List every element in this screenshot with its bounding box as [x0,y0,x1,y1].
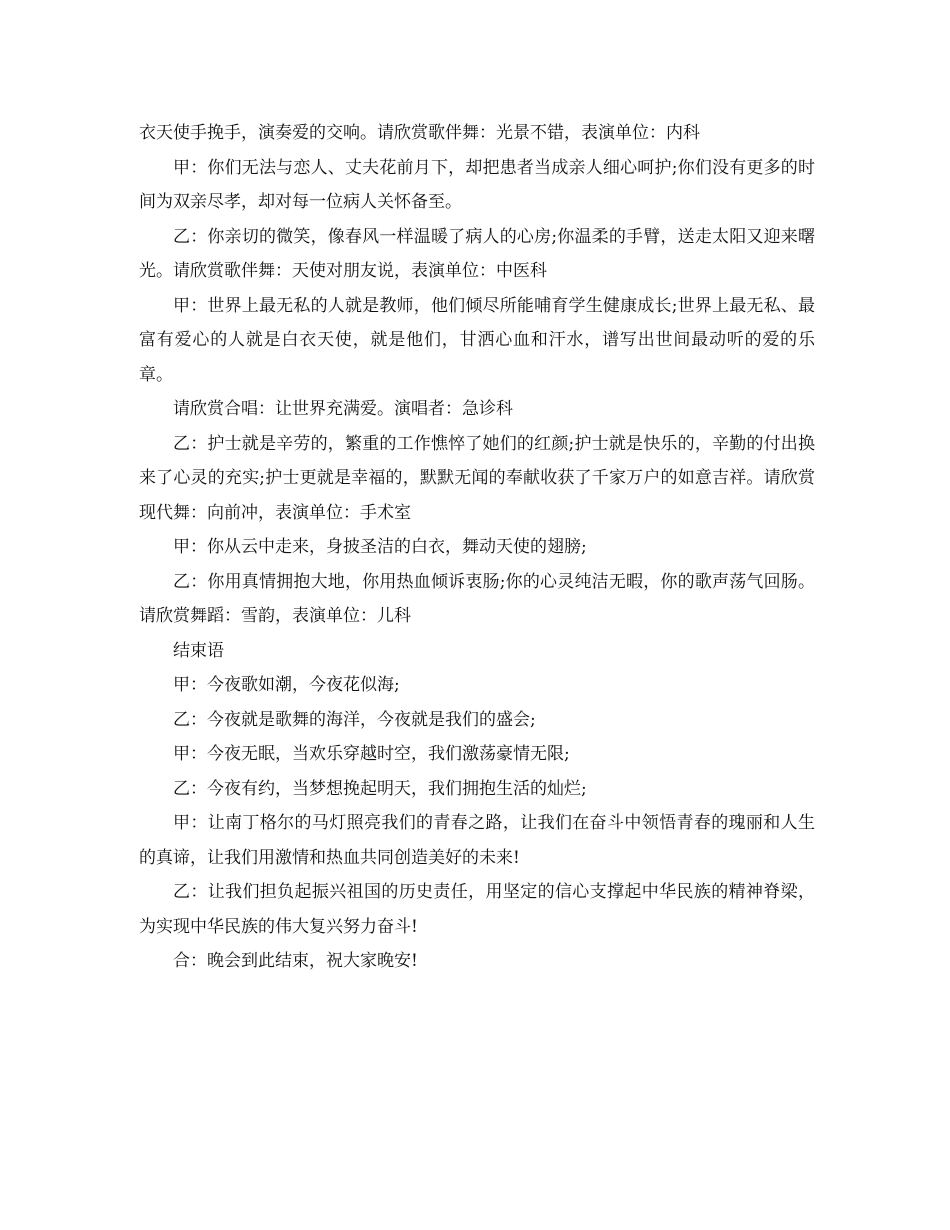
paragraph: 乙：你亲切的微笑，像春风一样温暖了病人的心房;你温柔的手臂，送走太阳又迎来曙光。请欣赏歌伴舞：天使对朋友说，表演单位：中医科 [139,226,815,281]
document-body [139,116,815,979]
paragraph: 甲：今夜无眠，当欢乐穿越时空，我们激荡豪情无限; [173,744,570,764]
paragraph: 乙：今夜就是歌舞的海洋，今夜就是我们的盛会; [173,709,536,730]
paragraph: 乙：你用真情拥抱大地，你用热血倾诉衷肠;你的心灵纯洁无暇，你的歌声荡气回肠。请欣赏舞蹈：雪韵，表演单位：儿科 [139,571,815,626]
paragraph: 合：晚会到此结束，祝大家晚安! [173,951,418,971]
section-heading: 结束语 [173,640,224,661]
paragraph: 请欣赏合唱：让世界充满爱。演唱者：急诊科 [173,399,513,419]
paragraph: 乙：今夜有约，当梦想挽起明天，我们拥抱生活的灿烂; [173,778,587,799]
paragraph: 乙：护士就是辛劳的，繁重的工作憔悴了她们的红颜;护士就是快乐的，辛勤的付出换来了心灵的充实;护士更就是幸福的，默默无闻的奉献收获了千家万户的如意吉祥。请欣赏现代舞：向前冲，表演单位：手术室 [139,433,815,523]
paragraph: 甲：今夜歌如潮，今夜花似海; [173,675,400,695]
paragraph: 甲：让南丁格尔的马灯照亮我们的青春之路，让我们在奋斗中领悟青春的瑰丽和人生的真谛，让我们用激情和热血共同创造美好的未来! [139,813,815,868]
paragraph: 甲：你从云中走来，身披圣洁的白衣，舞动天使的翅膀; [173,537,587,557]
paragraph: 甲：你们无法与恋人、丈夫花前月下，却把患者当成亲人细心呵护;你们没有更多的时间为双亲尽孝，却对每一位病人关怀备至。 [139,157,815,212]
paragraph: 衣天使手挽手，演奏爱的交响。请欣赏歌伴舞：光景不错，表演单位：内科 [139,123,700,143]
paragraph: 乙：让我们担负起振兴祖国的历史责任，用坚定的信心支撑起中华民族的精神脊梁，为实现中华民族的伟大复兴努力奋斗! [139,882,815,937]
paragraph: 甲：世界上最无私的人就是教师，他们倾尽所能哺育学生健康成长;世界上最无私、最富有爱心的人就是白衣天使，就是他们，甘洒心血和汗水，谱写出世间最动听的爱的乐章。 [139,295,815,385]
